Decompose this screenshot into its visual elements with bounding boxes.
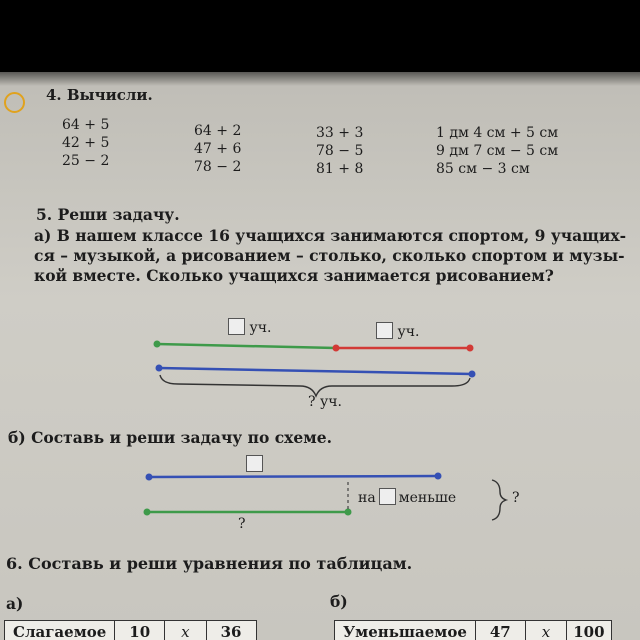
- table-cell: Уменьшаемое: [335, 621, 476, 640]
- difference-label: на меньше: [358, 490, 457, 506]
- task5a-line: ся – музыкой, а рисованием – столько, сколько спортом и музы-: [34, 246, 625, 265]
- segment-point: [146, 474, 153, 481]
- answer-box[interactable]: [228, 318, 245, 335]
- expression: 78 − 5: [316, 143, 364, 159]
- table-row: [335, 621, 612, 640]
- task6-title: 6. Составь и реши уравнения по таблицам.: [6, 554, 413, 573]
- table-cell: x: [525, 621, 566, 640]
- task5b-text: б) Составь и реши задачу по схеме.: [8, 428, 332, 447]
- total-label: ? уч.: [308, 394, 342, 410]
- green-segment-label: уч.: [228, 318, 271, 336]
- expression: 64 + 2: [194, 123, 242, 139]
- task6-label-a: а): [6, 594, 24, 613]
- red-segment-label: уч.: [376, 322, 419, 340]
- difference-brace: [492, 480, 506, 520]
- expression: 85 см − 3 см: [436, 161, 530, 177]
- segment-point: [467, 345, 474, 352]
- expression: 78 − 2: [194, 159, 242, 175]
- bottom-question: ?: [238, 516, 246, 532]
- difference-question: ?: [512, 490, 520, 506]
- task5a-line: кой вместе. Сколько учащихся занимается рисованием?: [34, 266, 554, 285]
- expression: 33 + 3: [316, 125, 364, 141]
- segment-point: [156, 365, 163, 372]
- table-row: [5, 621, 257, 640]
- table-cell: 36: [206, 621, 256, 640]
- table-b: [334, 620, 612, 640]
- task4-title: 4. Вычисли.: [46, 86, 153, 104]
- expression: 42 + 5: [62, 135, 110, 151]
- task6-label-b: б): [330, 592, 348, 611]
- answer-box[interactable]: [379, 488, 396, 505]
- top-answer-box[interactable]: [246, 454, 263, 473]
- segment-point: [333, 345, 340, 352]
- textbook-page: [0, 72, 640, 640]
- table-cell: 47: [475, 621, 525, 640]
- blue-segment: [159, 368, 472, 374]
- table-cell: x: [165, 621, 206, 640]
- expression: 1 дм 4 см + 5 см: [436, 125, 559, 141]
- expression: 9 дм 7 см − 5 см: [436, 143, 559, 159]
- expression: 25 − 2: [62, 153, 110, 169]
- expression: 64 + 5: [62, 117, 110, 133]
- table-cell: 100: [567, 621, 611, 640]
- segment-point: [469, 371, 476, 378]
- answer-box[interactable]: [376, 322, 393, 339]
- answer-box[interactable]: [246, 455, 263, 472]
- table-a: [4, 620, 257, 640]
- table-cell: Слагаемое: [5, 621, 115, 640]
- segment-point: [144, 509, 151, 516]
- blue-segment: [149, 476, 438, 477]
- segment-point: [435, 473, 442, 480]
- total-brace: [160, 375, 470, 396]
- task5a-line: а) В нашем классе 16 учащихся занимаются спортом, 9 учащих-: [34, 226, 627, 245]
- expression: 81 + 8: [316, 161, 364, 177]
- green-segment: [157, 344, 336, 348]
- task5-title: 5. Реши задачу.: [36, 205, 180, 224]
- table-cell: 10: [115, 621, 165, 640]
- photo-shadow: [0, 60, 640, 86]
- segment-point: [154, 341, 161, 348]
- expression: 47 + 6: [194, 141, 242, 157]
